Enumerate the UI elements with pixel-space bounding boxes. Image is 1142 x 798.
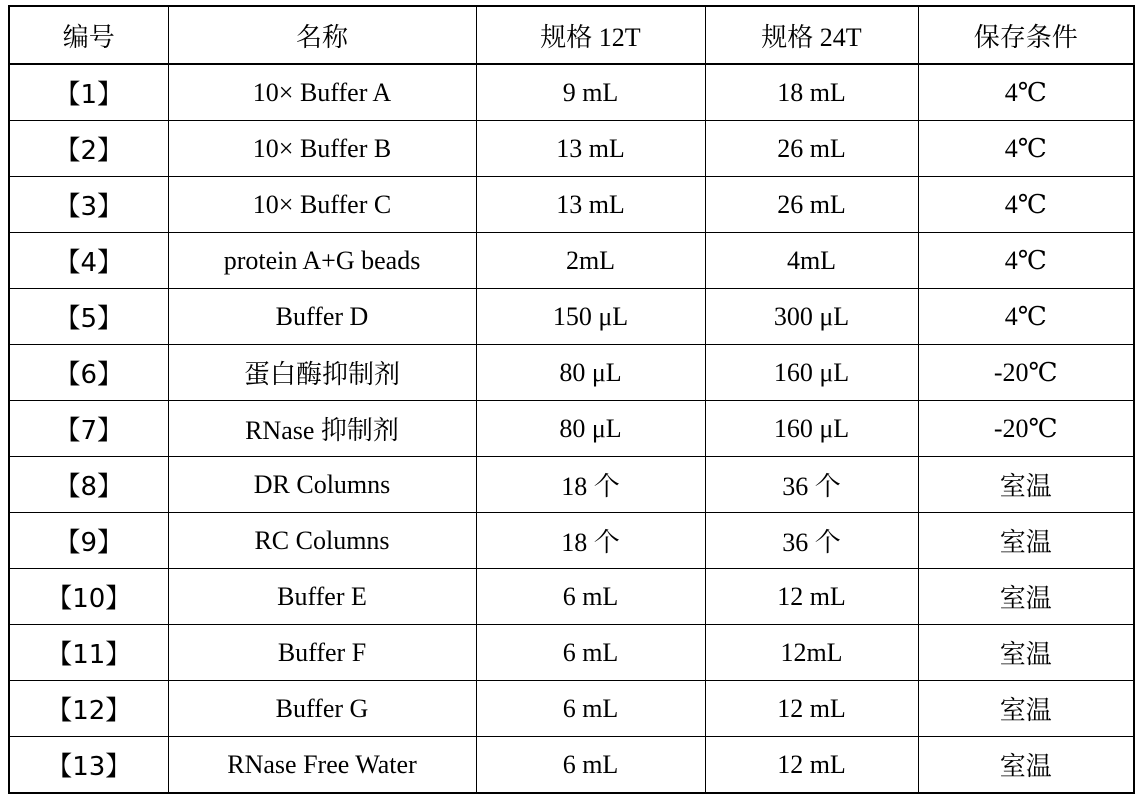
cell-name: RNase 抑制剂 [168,401,476,457]
cell-spec-24t: 36 个 [705,513,918,569]
table-row [9,289,1134,345]
header-name: 名称 [168,6,476,64]
cell-name: 蛋白酶抑制剂 [168,345,476,401]
cell-spec-12t: 18 个 [476,457,705,513]
cell-storage: 室温 [918,569,1134,625]
table-row [9,457,1134,513]
table-row [9,345,1134,401]
cell-storage: 4℃ [918,64,1134,121]
table-row [9,737,1134,794]
cell-id: 【8】 [9,457,168,513]
table-row [9,233,1134,289]
kit-components-table [8,5,1135,794]
cell-name: Buffer E [168,569,476,625]
cell-storage: -20℃ [918,401,1134,457]
cell-spec-24t: 12 mL [705,737,918,794]
cell-name: 10× Buffer C [168,177,476,233]
cell-storage: 室温 [918,457,1134,513]
cell-name: RNase Free Water [168,737,476,794]
cell-spec-24t: 300 μL [705,289,918,345]
cell-spec-12t: 2mL [476,233,705,289]
cell-storage: 室温 [918,513,1134,569]
cell-storage: 4℃ [918,177,1134,233]
cell-id: 【5】 [9,289,168,345]
cell-id: 【11】 [9,625,168,681]
table-row [9,177,1134,233]
cell-name: DR Columns [168,457,476,513]
table-row [9,681,1134,737]
cell-spec-12t: 150 μL [476,289,705,345]
cell-storage: 4℃ [918,233,1134,289]
cell-spec-12t: 6 mL [476,681,705,737]
cell-spec-24t: 26 mL [705,121,918,177]
cell-spec-24t: 160 μL [705,345,918,401]
cell-storage: 室温 [918,737,1134,794]
cell-id: 【9】 [9,513,168,569]
cell-name: RC Columns [168,513,476,569]
cell-storage: 室温 [918,625,1134,681]
table-row [9,121,1134,177]
cell-name: Buffer D [168,289,476,345]
cell-spec-12t: 9 mL [476,64,705,121]
cell-spec-12t: 6 mL [476,625,705,681]
cell-spec-24t: 36 个 [705,457,918,513]
cell-id: 【13】 [9,737,168,794]
cell-spec-12t: 13 mL [476,177,705,233]
cell-spec-12t: 80 μL [476,345,705,401]
table-row [9,513,1134,569]
cell-name: 10× Buffer A [168,64,476,121]
cell-spec-12t: 6 mL [476,569,705,625]
table-row [9,401,1134,457]
cell-spec-24t: 160 μL [705,401,918,457]
cell-storage: 4℃ [918,289,1134,345]
cell-spec-12t: 13 mL [476,121,705,177]
cell-spec-24t: 12 mL [705,569,918,625]
table-row [9,64,1134,121]
cell-id: 【2】 [9,121,168,177]
cell-id: 【7】 [9,401,168,457]
cell-id: 【3】 [9,177,168,233]
header-row [9,6,1134,64]
cell-name: protein A+G beads [168,233,476,289]
cell-spec-24t: 4mL [705,233,918,289]
cell-spec-12t: 6 mL [476,737,705,794]
table-header [9,6,1134,64]
cell-spec-24t: 12 mL [705,681,918,737]
header-storage: 保存条件 [918,6,1134,64]
cell-id: 【4】 [9,233,168,289]
cell-storage: -20℃ [918,345,1134,401]
cell-storage: 室温 [918,681,1134,737]
cell-name: Buffer G [168,681,476,737]
cell-id: 【10】 [9,569,168,625]
header-spec-12t: 规格 12T [476,6,705,64]
header-id: 编号 [9,6,168,64]
cell-spec-12t: 80 μL [476,401,705,457]
cell-id: 【6】 [9,345,168,401]
cell-spec-24t: 26 mL [705,177,918,233]
table-row [9,625,1134,681]
cell-storage: 4℃ [918,121,1134,177]
cell-name: Buffer F [168,625,476,681]
header-spec-24t: 规格 24T [705,6,918,64]
cell-id: 【1】 [9,64,168,121]
table-row [9,569,1134,625]
table-body [9,64,1134,793]
cell-id: 【12】 [9,681,168,737]
cell-spec-24t: 18 mL [705,64,918,121]
cell-name: 10× Buffer B [168,121,476,177]
cell-spec-12t: 18 个 [476,513,705,569]
cell-spec-24t: 12mL [705,625,918,681]
